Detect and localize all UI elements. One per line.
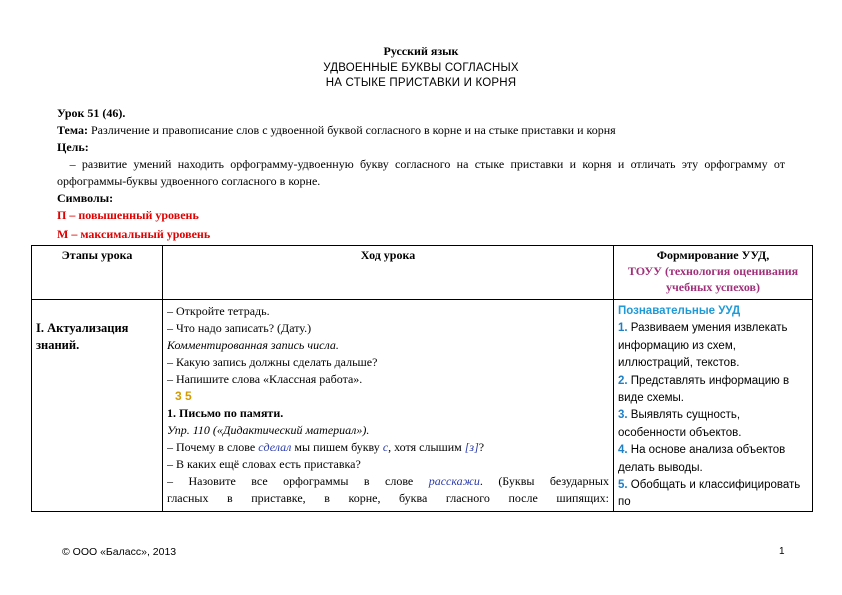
course-line: – Какую запись должны сделать дальше? [167, 355, 378, 369]
uud-heading: Познавательные УУД [618, 305, 741, 317]
uud-item: 4. На основе анализа объектов делать выводы. [618, 444, 786, 474]
course-line: – Откройте тетрадь. [167, 304, 270, 318]
lesson-number: Урок 51 (46). [57, 106, 126, 120]
level-maximum: М – максимальный уровень [57, 227, 211, 241]
theme-line [57, 122, 785, 139]
symbols-label: Символы: [57, 191, 114, 205]
course-line: – В каких ещё словах есть приставка? [167, 457, 361, 471]
header-touu: ТОУУ (технология оценивания учебных успехов) [627, 264, 799, 294]
header-stages: Этапы урока [32, 246, 163, 300]
page-number: 1 [779, 546, 785, 557]
stage-cell: I. Актуализация знаний. [32, 300, 163, 512]
course-line: – Назовите все орфограммы в слове расскажи. (Буквы безударных [167, 474, 609, 488]
exercise-heading: 1. Письмо по памяти. [167, 406, 284, 420]
goal-text: – развитие умений находить орфограмму-удвоенную букву согласного на стыке приставки и корня и отличать эту орфограмму от орфограммы-буквы удвоенного согласного в корне. [57, 157, 785, 188]
course-line: – Что надо записать? (Дату.) [167, 321, 312, 335]
exercise-reference: Упр. 110 («Дидактический материал»). [167, 423, 370, 437]
header-uud [614, 246, 813, 300]
course-line: гласных в приставке, в корне, буква гласного после шипящих: [167, 491, 609, 505]
level-increased: П – повышенный уровень [57, 208, 199, 222]
level-marks: 3 5 [175, 389, 192, 403]
goal-label: Цель: [57, 140, 89, 154]
uud-item: 2. Представлять информацию в виде схемы. [618, 374, 790, 405]
course-line: – Напишите слова «Классная работа». [167, 372, 363, 386]
uud-item: 5. Обобщать и классифицировать по [618, 479, 801, 509]
theme-label: Тема: [57, 123, 88, 137]
subject-title: Русский язык [383, 44, 459, 58]
uud-item: 1. Развиваем умения извлекать информацию из схем, иллюстраций, текстов. [618, 322, 788, 370]
header-uud-title: Формирование УУД, [656, 248, 770, 262]
uud-item: 3. Выявлять сущность, особенности объектов. [618, 409, 742, 439]
lesson-title-line2: НА СТЫКЕ ПРИСТАВКИ И КОРНЯ [325, 77, 517, 89]
course-line: Комментированная запись числа. [167, 338, 339, 352]
course-cell [163, 300, 614, 512]
lesson-table [31, 245, 813, 512]
table-row [32, 300, 813, 512]
header-course: Ход урока [163, 246, 614, 300]
uud-cell [614, 300, 813, 512]
lesson-title-line1: УДВОЕННЫЕ БУКВЫ СОГЛАСНЫХ [323, 62, 519, 74]
theme-text: Различение и правописание слов с удвоенной буквой согласного в корне и на стыке приставки и корня [87, 123, 616, 137]
copyright-footer: © ООО «Баласс», 2013 [62, 546, 177, 558]
course-line: – Почему в слове сделал мы пишем букву с, хотя слышим [з]? [167, 440, 485, 454]
table-header-row [32, 246, 813, 300]
